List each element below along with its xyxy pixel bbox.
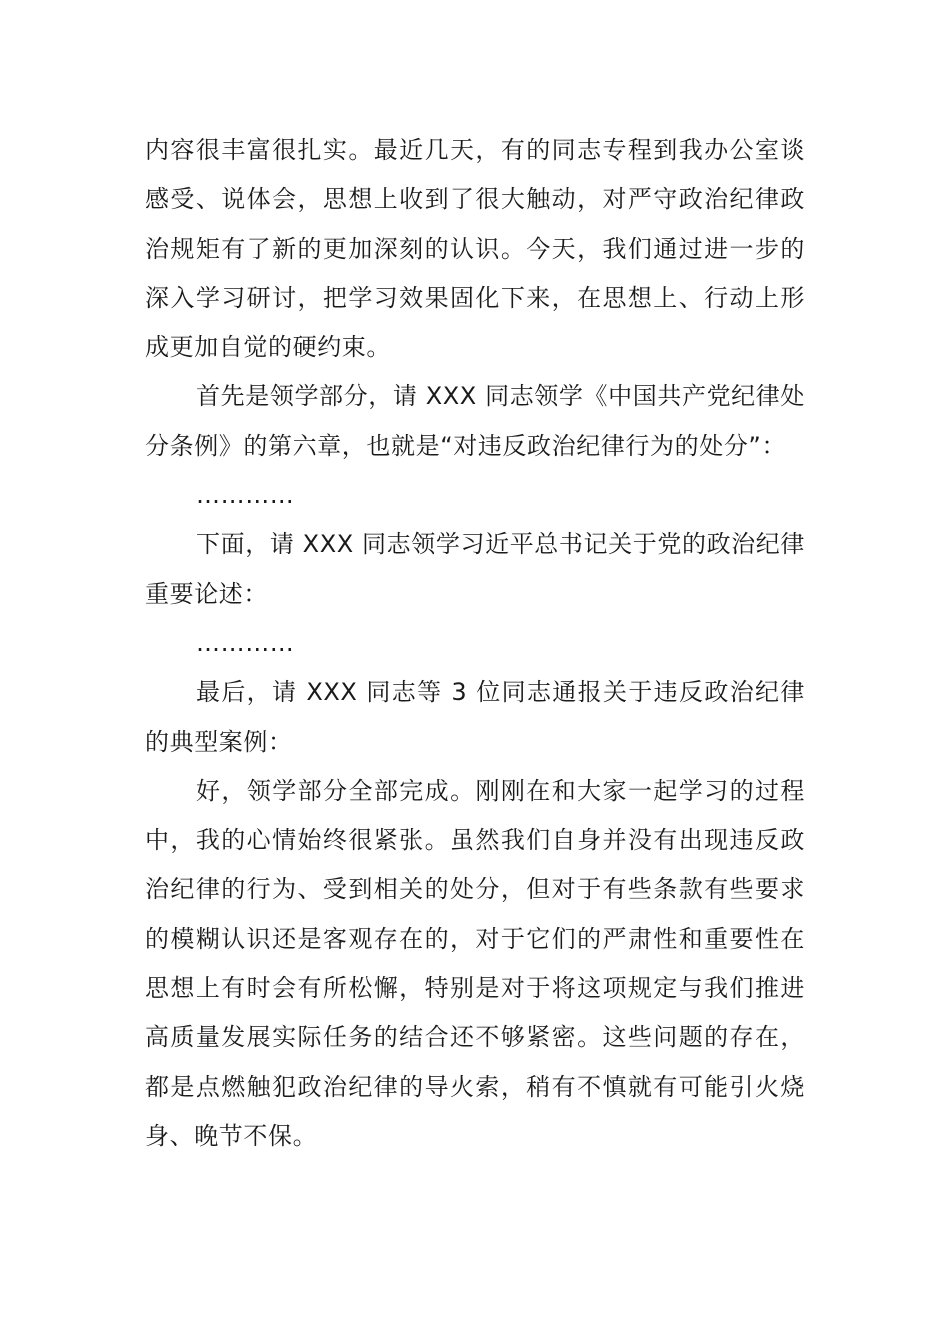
paragraph-ellipsis-2: ………… [196, 628, 295, 657]
paragraph-ellipsis-1: ………… [196, 481, 295, 510]
paragraph-intro-continuation: 内容很丰富很扎实。最近几天，有的同志专程到我办公室谈感受、说体会，思想上收到了很大触动，对严守政治纪律政治规矩有了新的更加深刻的认识。今天，我们通过进一步的深入学习研讨，把学习效果固化下来，在思想上、行动上形成更加自觉的硬约束。 [145, 136, 805, 362]
paragraph-case-report: 最后，请 XXX 同志等 3 位同志通报关于违反政治纪律的典型案例： [145, 678, 805, 756]
paragraph-first-reading: 首先是领学部分，请 XXX 同志领学《中国共产党纪律处分条例》的第六章，也就是“对违反政治纪律行为的处分”： [145, 382, 805, 460]
paragraph-reflection: 好，领学部分全部完成。刚刚在和大家一起学习的过程中，我的心情始终很紧张。虽然我们自身并没有出现违反政治纪律的行为、受到相关的处分，但对于有些条款有些要求的模糊认识还是客观存在的，对于它们的严肃性和重要性在思想上有时会有所松懈，特别是对于将这项规定与我们推进高质量发展实际任务的结合还不够紧密。这些问题的存在，都是点燃触犯政治纪律的导火索，稍有不慎就有可能引火烧身、晚节不保。 [145, 776, 805, 1150]
paragraph-second-reading: 下面，请 XXX 同志领学习近平总书记关于党的政治纪律重要论述： [145, 530, 805, 608]
document-body [145, 126, 805, 1161]
